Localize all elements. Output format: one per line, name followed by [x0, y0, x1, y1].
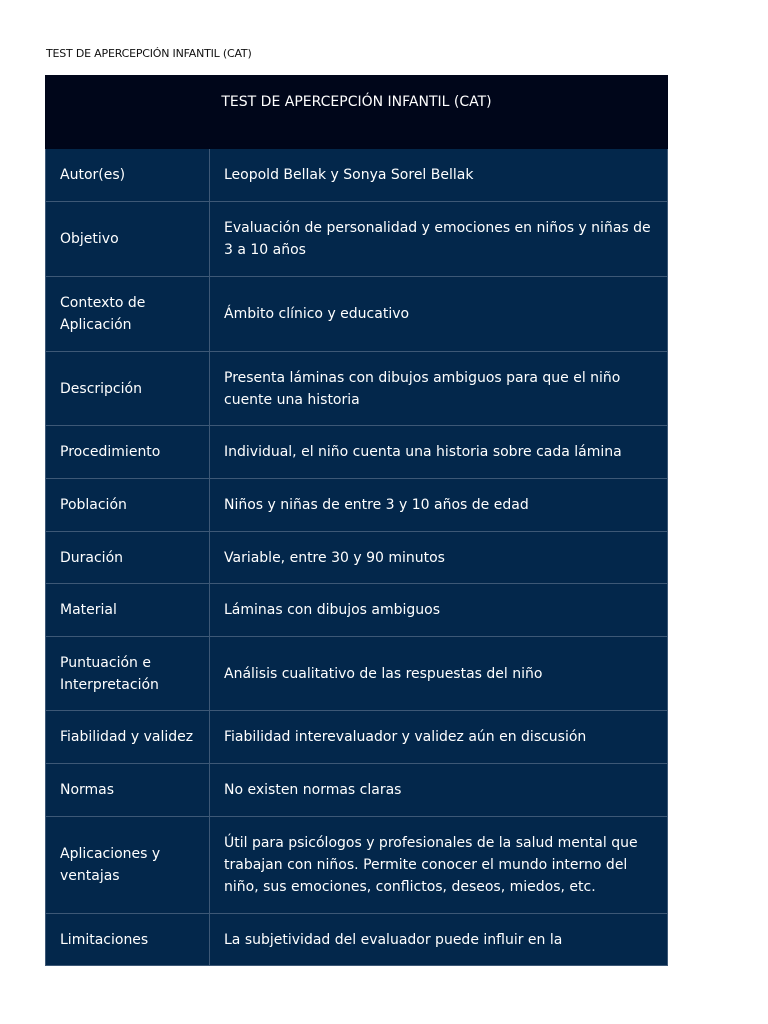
- table-title: TEST DE APERCEPCIÓN INFANTIL (CAT): [46, 76, 668, 149]
- row-value: Individual, el niño cuenta una historia sobre cada lámina: [210, 426, 668, 479]
- row-value: Leopold Bellak y Sonya Sorel Bellak: [210, 149, 668, 202]
- row-value: Fiabilidad interevaluador y validez aún en discusión: [210, 711, 668, 764]
- row-label: Material: [46, 584, 210, 637]
- table-row-descripcion: [46, 352, 668, 426]
- table-row-procedimiento: [46, 426, 668, 479]
- row-label: Fiabilidad y validez: [46, 711, 210, 764]
- row-value: Útil para psicólogos y profesionales de la salud mental que trabajan con niños. Permite conocer el mundo interno del niño, sus emociones, conflictos, deseos, miedos, etc.: [210, 817, 668, 914]
- test-info-table: [45, 75, 668, 966]
- row-label: Población: [46, 479, 210, 532]
- table-row-limitaciones: [46, 914, 668, 966]
- row-value: La subjetividad del evaluador puede influir en la: [210, 914, 668, 966]
- document-header: TEST DE APERCEPCIÓN INFANTIL (CAT): [46, 47, 252, 60]
- table-row-normas: [46, 764, 668, 817]
- row-label: Autor(es): [46, 149, 210, 202]
- row-label: Contexto de Aplicación: [46, 277, 210, 352]
- table-row-duracion: [46, 532, 668, 584]
- table-row-material: [46, 584, 668, 637]
- table-row-objetivo: [46, 202, 668, 277]
- table-title-row: [46, 76, 668, 149]
- row-label: Duración: [46, 532, 210, 584]
- table-row-puntuacion: [46, 637, 668, 711]
- row-value: Presenta láminas con dibujos ambiguos para que el niño cuente una historia: [210, 352, 668, 426]
- row-label: Objetivo: [46, 202, 210, 277]
- row-value: Ámbito clínico y educativo: [210, 277, 668, 352]
- row-value: Niños y niñas de entre 3 y 10 años de edad: [210, 479, 668, 532]
- row-label: Normas: [46, 764, 210, 817]
- row-value: No existen normas claras: [210, 764, 668, 817]
- row-label: Procedimiento: [46, 426, 210, 479]
- table-row-aplicaciones: [46, 817, 668, 914]
- table-row-fiabilidad: [46, 711, 668, 764]
- table-row-autores: [46, 149, 668, 202]
- row-value: Variable, entre 30 y 90 minutos: [210, 532, 668, 584]
- row-value: Láminas con dibujos ambiguos: [210, 584, 668, 637]
- row-label: Descripción: [46, 352, 210, 426]
- table-row-contexto: [46, 277, 668, 352]
- row-label: Aplicaciones y ventajas: [46, 817, 210, 914]
- row-value: Evaluación de personalidad y emociones en niños y niñas de 3 a 10 años: [210, 202, 668, 277]
- row-label: Limitaciones: [46, 914, 210, 966]
- table-row-poblacion: [46, 479, 668, 532]
- row-value: Análisis cualitativo de las respuestas del niño: [210, 637, 668, 711]
- row-label: Puntuación e Interpretación: [46, 637, 210, 711]
